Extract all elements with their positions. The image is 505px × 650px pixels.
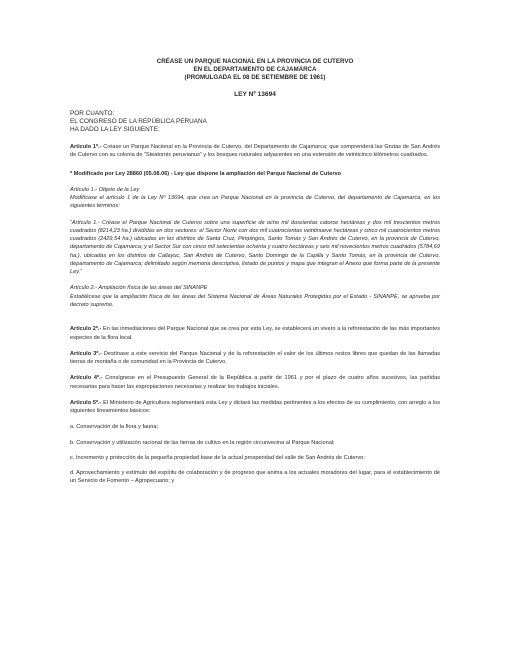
law-number: LEY Nº 13694 — [234, 91, 276, 99]
document-title — [70, 58, 440, 81]
preamble-line-2: EL CONGRESO DE LA REPÚBLICA PERUANA — [70, 118, 207, 125]
article-3-text: Destínase a este servicio del Parque Nacional y de la reforestación el valor de los últimos restos libres que quedan de las llamadas tierras de montaña o de comunidad en la Provincia de Cutervo. — [70, 350, 440, 366]
document-page — [70, 58, 440, 493]
article-5 — [70, 399, 440, 416]
list-item: d. Aprovechamiento y estímulo del espíritu de colaboración y de progreso que anima a los actuales moradores del lugar, para el establecimiento de un Servicio de Fomento – Agropecuario; y — [70, 470, 440, 485]
article-3-label: Artículo 3º.- — [70, 350, 102, 357]
preamble-line-3: HA DADO LA LEY SIGUIENTE: — [70, 126, 160, 133]
preamble — [70, 110, 440, 134]
amendment-2-text: Establécese que la ampliación física de las áreas del Sistema Nacional de Áreas Naturales Protegidas por el Estado - SINANPE, se aprueba por decreto supremo. — [70, 293, 440, 308]
article-1 — [70, 143, 440, 160]
modification-heading: * Modificado por Ley 28860 (05.08.06) - Ley que dispone la ampliación del Parque Nacional de Cutervo — [70, 170, 342, 177]
article-3 — [70, 350, 440, 367]
article-1-text: Créase un Parque Nacional en la Provincia de Cutervo, del Departamento de Cajamarca; que comprenderá las Grutas de San Andrés de Cutervo con su colonia de “Steatornis peruvianus” y los bosques naturales adyacentes en una extensión de veinticinco kilómetros cuadrados. — [70, 144, 440, 159]
article-4 — [70, 374, 440, 391]
article-2 — [70, 325, 440, 342]
guidelines-list — [70, 423, 440, 485]
article-5-label: Artículo 5º.- — [70, 399, 102, 406]
amendment-2-heading: Artículo 2.- Ampliación física de las áreas del SINANPE — [70, 285, 208, 292]
title-line-2: EN EL DEPARTAMENTO DE CAJAMARCA — [193, 65, 317, 73]
article-2-text: En las inmediaciones del Parque Nacional que se crea por esta Ley, se establecerá un vivero a la reforestación de las más importantes especies de la flora local. — [70, 326, 441, 341]
list-item: b. Conservación y utilización racional de las tierras de cultivo en la región circunvecina al Parque Nacional; — [70, 439, 335, 446]
amendment-1-intro: Modifícase el artículo 1 de la Ley Nº 13694, que crea un Parque Nacional en la provincia de Cutervo, del departamento de Cajamarca, en los siguientes términos: — [70, 195, 440, 210]
article-4-label: Artículo 4º.- — [70, 375, 103, 382]
article-2-label: Artículo 2º.- — [70, 326, 102, 333]
title-line-1: CRÉASE UN PARQUE NACIONAL EN LA PROVINCIA DE CUTERVO — [156, 58, 354, 65]
amendment-1-quote: “Artículo 1.- Créase el Parque Nacional de Cutervo sobre una superficie de ocho mil doscientas catorce hectáreas y dos mil trescientos metros cuadrados (8214,23 ha.) divididas en dos sectores: el Sector Norte con dos mil cuatrocientas veintinueve hectáreas y cinco mil cuatrocientos metros cuadrados (2429,54 ha.) ubicadas en los distritos de Santa Cruz, Pimpingos, Santo Tomás y San Andrés de Cutervo, en la provincia de Cutervo, departamento de Cajamarca; y el Sector Sur con cinco mil setecientas ochenta y cuatro hectáreas y seis mil novecientos metros cuadrados (5784,69 ha.), ubicadas en los distritos de Callayuc, San Andrés de Cutervo, Santo Domingo de la Capilla y Santo Tomás, en la provincia de Cutervo, departamento de Cajamarca; delimitado según memoria descriptiva, listado de puntos y mapa que integran el Anexo que forma parte de la presente Ley.” — [70, 219, 440, 276]
list-item: c. Incremento y protección de la pequeña propiedad base de la actual prosperidad del valle de San Andrés de Cutervo; — [70, 454, 365, 461]
preamble-line-1: POR CUANTO: — [70, 110, 115, 117]
article-1-label: Artículo 1º.- — [70, 144, 102, 150]
amendment-1-heading: Artículo 1.- Objeto de la Ley — [70, 186, 140, 193]
list-item: a. Conservación de la flora y fauna; — [70, 424, 158, 431]
article-5-text: El Ministerio de Agricultura reglamentará esta Ley y dictará las medidas pertinentes a los efectos de su cumplimiento, con arreglo a los siguientes lineamientos básicos: — [70, 399, 440, 415]
article-4-text: Consígnese en el Presupuesto General de la República a partir de 1961 y por el plazo de cuatro años sucesivos, las partidas necesarias para hacer las expropiaciones necesarias y realizar los trabajos iniciales. — [70, 375, 441, 390]
title-line-3: (PROMULGADA EL 08 DE SETIEMBRE DE 1961) — [184, 73, 326, 81]
